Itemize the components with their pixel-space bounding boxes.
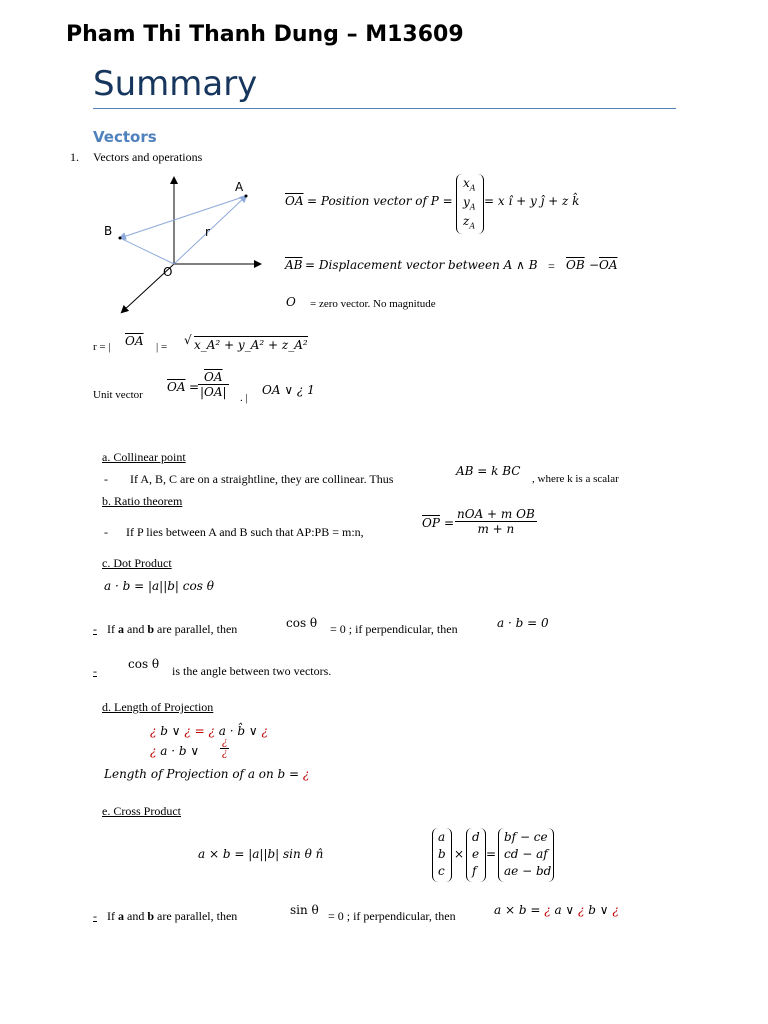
matrix-abc: a b c <box>432 828 452 882</box>
magnitude-expression: x_A² + y_A² + z_A² <box>194 338 308 352</box>
zero-vector-symbol: O <box>286 295 296 309</box>
dot-parallel-line: - If a and b are parallel, then <box>93 622 238 636</box>
vector-ab <box>120 196 246 238</box>
ab-symbol: $\overline{AB}$ <box>285 258 303 272</box>
collinear-text: If A, B, C are on a straightline, they are collinear. Thus <box>130 472 394 486</box>
cross-eq: = <box>486 847 497 861</box>
heading-length-of-projection: d. Length of Projection <box>102 700 214 714</box>
heading-ratio-theorem: b. Ratio theorem <box>102 494 183 508</box>
page-title: Summary <box>93 64 258 104</box>
magnitude-vector: $\overline{OA}$ <box>125 334 144 348</box>
label-b: B <box>104 224 113 238</box>
cross-zero-text: = 0 ; if perpendicular, then <box>328 909 456 923</box>
sqrt-sign: √ <box>184 333 192 347</box>
label-a: A <box>235 180 244 194</box>
projection-line-2: ¿ a · b ∨ <box>150 744 200 758</box>
dot-zero-text: = 0 ; if perpendicular, then <box>330 622 458 636</box>
unit-vector-eq: = <box>189 380 200 394</box>
ab-definition: = Displacement vector between A ∧ B <box>305 258 538 272</box>
dot-product-formula: a · b = |a||b| cos θ <box>104 579 214 593</box>
cross-parallel-line: - If a and b are parallel, then <box>93 909 238 923</box>
vector-ob <box>120 238 174 264</box>
matrix-def: d e f <box>466 828 486 882</box>
angle-text: is the angle between two vectors. <box>172 664 332 678</box>
label-r: r <box>205 225 210 239</box>
ab-equals: = <box>548 259 555 273</box>
heading-dot-product: c. Dot Product <box>102 556 172 570</box>
projection-line-1: ¿ b ∨ ¿ = ¿ a · b̂ ∨ ¿ <box>150 724 268 738</box>
ratio-text: If P lies between A and B such that AP:PB = m:n, <box>126 525 364 539</box>
point-b <box>119 237 122 240</box>
list-item-label: Vectors and operations <box>93 150 203 164</box>
oa-symbol: $\overline{OA}$ <box>285 194 304 208</box>
title-underline <box>93 108 676 109</box>
unit-vector-dot: . | <box>240 392 248 404</box>
sin-theta: sin θ <box>290 903 319 917</box>
collinear-after: , where k is a scalar <box>532 473 619 485</box>
oa-components: = x î + y ĵ + z k̂ <box>484 194 580 208</box>
ob-symbol: $\overline{OB}$ <box>566 258 585 272</box>
bullet-dash: - <box>104 472 108 486</box>
cos-theta: cos θ <box>286 616 318 630</box>
unit-vector-label: Unit vector <box>93 389 143 401</box>
position-matrix: $x_A$ $y_A$ $z_A$ <box>456 174 484 234</box>
unit-vector-rhs: OA ∨ ¿ 1 <box>262 383 315 397</box>
bullet-dash: - <box>93 664 97 678</box>
minus-sign: − <box>589 258 600 272</box>
projection-line-3: Length of Projection of a on b = ¿ <box>104 767 310 781</box>
cos-theta: cos θ <box>128 657 160 671</box>
magnitude-mid: | = <box>156 341 168 353</box>
zero-vector-text: = zero vector. No magnitude <box>310 298 436 310</box>
bullet-dash: - <box>104 525 108 539</box>
unit-vector-lhs: $\overline{OA}$ <box>167 380 186 394</box>
oa-definition: = Position vector of P = <box>307 194 453 208</box>
oa-symbol-2: $\overline{OA}$ <box>599 258 618 272</box>
point-a <box>245 195 248 198</box>
ratio-eq: = <box>444 516 455 530</box>
section-heading-vectors: Vectors <box>93 128 157 146</box>
cross-perpendicular-formula: a × b = ¿ a ∨ ¿ b ∨ ¿ <box>494 903 619 917</box>
unit-vector-fraction: $\frac{\overline{OA}}{|OA|}$ <box>200 370 227 399</box>
projection-fraction: ¿ ¿ <box>222 737 228 759</box>
vector-oa <box>174 196 246 264</box>
times-sign: × <box>454 847 465 861</box>
magnitude-lhs: r = | <box>93 341 111 353</box>
cross-product-formula: a × b = |a||b| sin θ n̂ <box>198 847 324 861</box>
dot-perpendicular-formula: a · b = 0 <box>497 616 549 630</box>
heading-cross-product: e. Cross Product <box>102 804 181 818</box>
vector-diagram <box>100 170 280 320</box>
heading-collinear: a. Collinear point <box>102 450 186 464</box>
ratio-fraction: nOA + m OB m + n <box>457 507 535 536</box>
matrix-result: bf − ce cd − af ae − bd <box>498 828 554 882</box>
collinear-formula: AB = k BC <box>456 464 521 478</box>
label-o: O <box>163 265 173 279</box>
author-name: Pham Thi Thanh Dung – M13609 <box>66 22 464 47</box>
op-symbol: $\overline{OP}$ <box>422 516 440 530</box>
list-number: 1. <box>70 150 79 164</box>
